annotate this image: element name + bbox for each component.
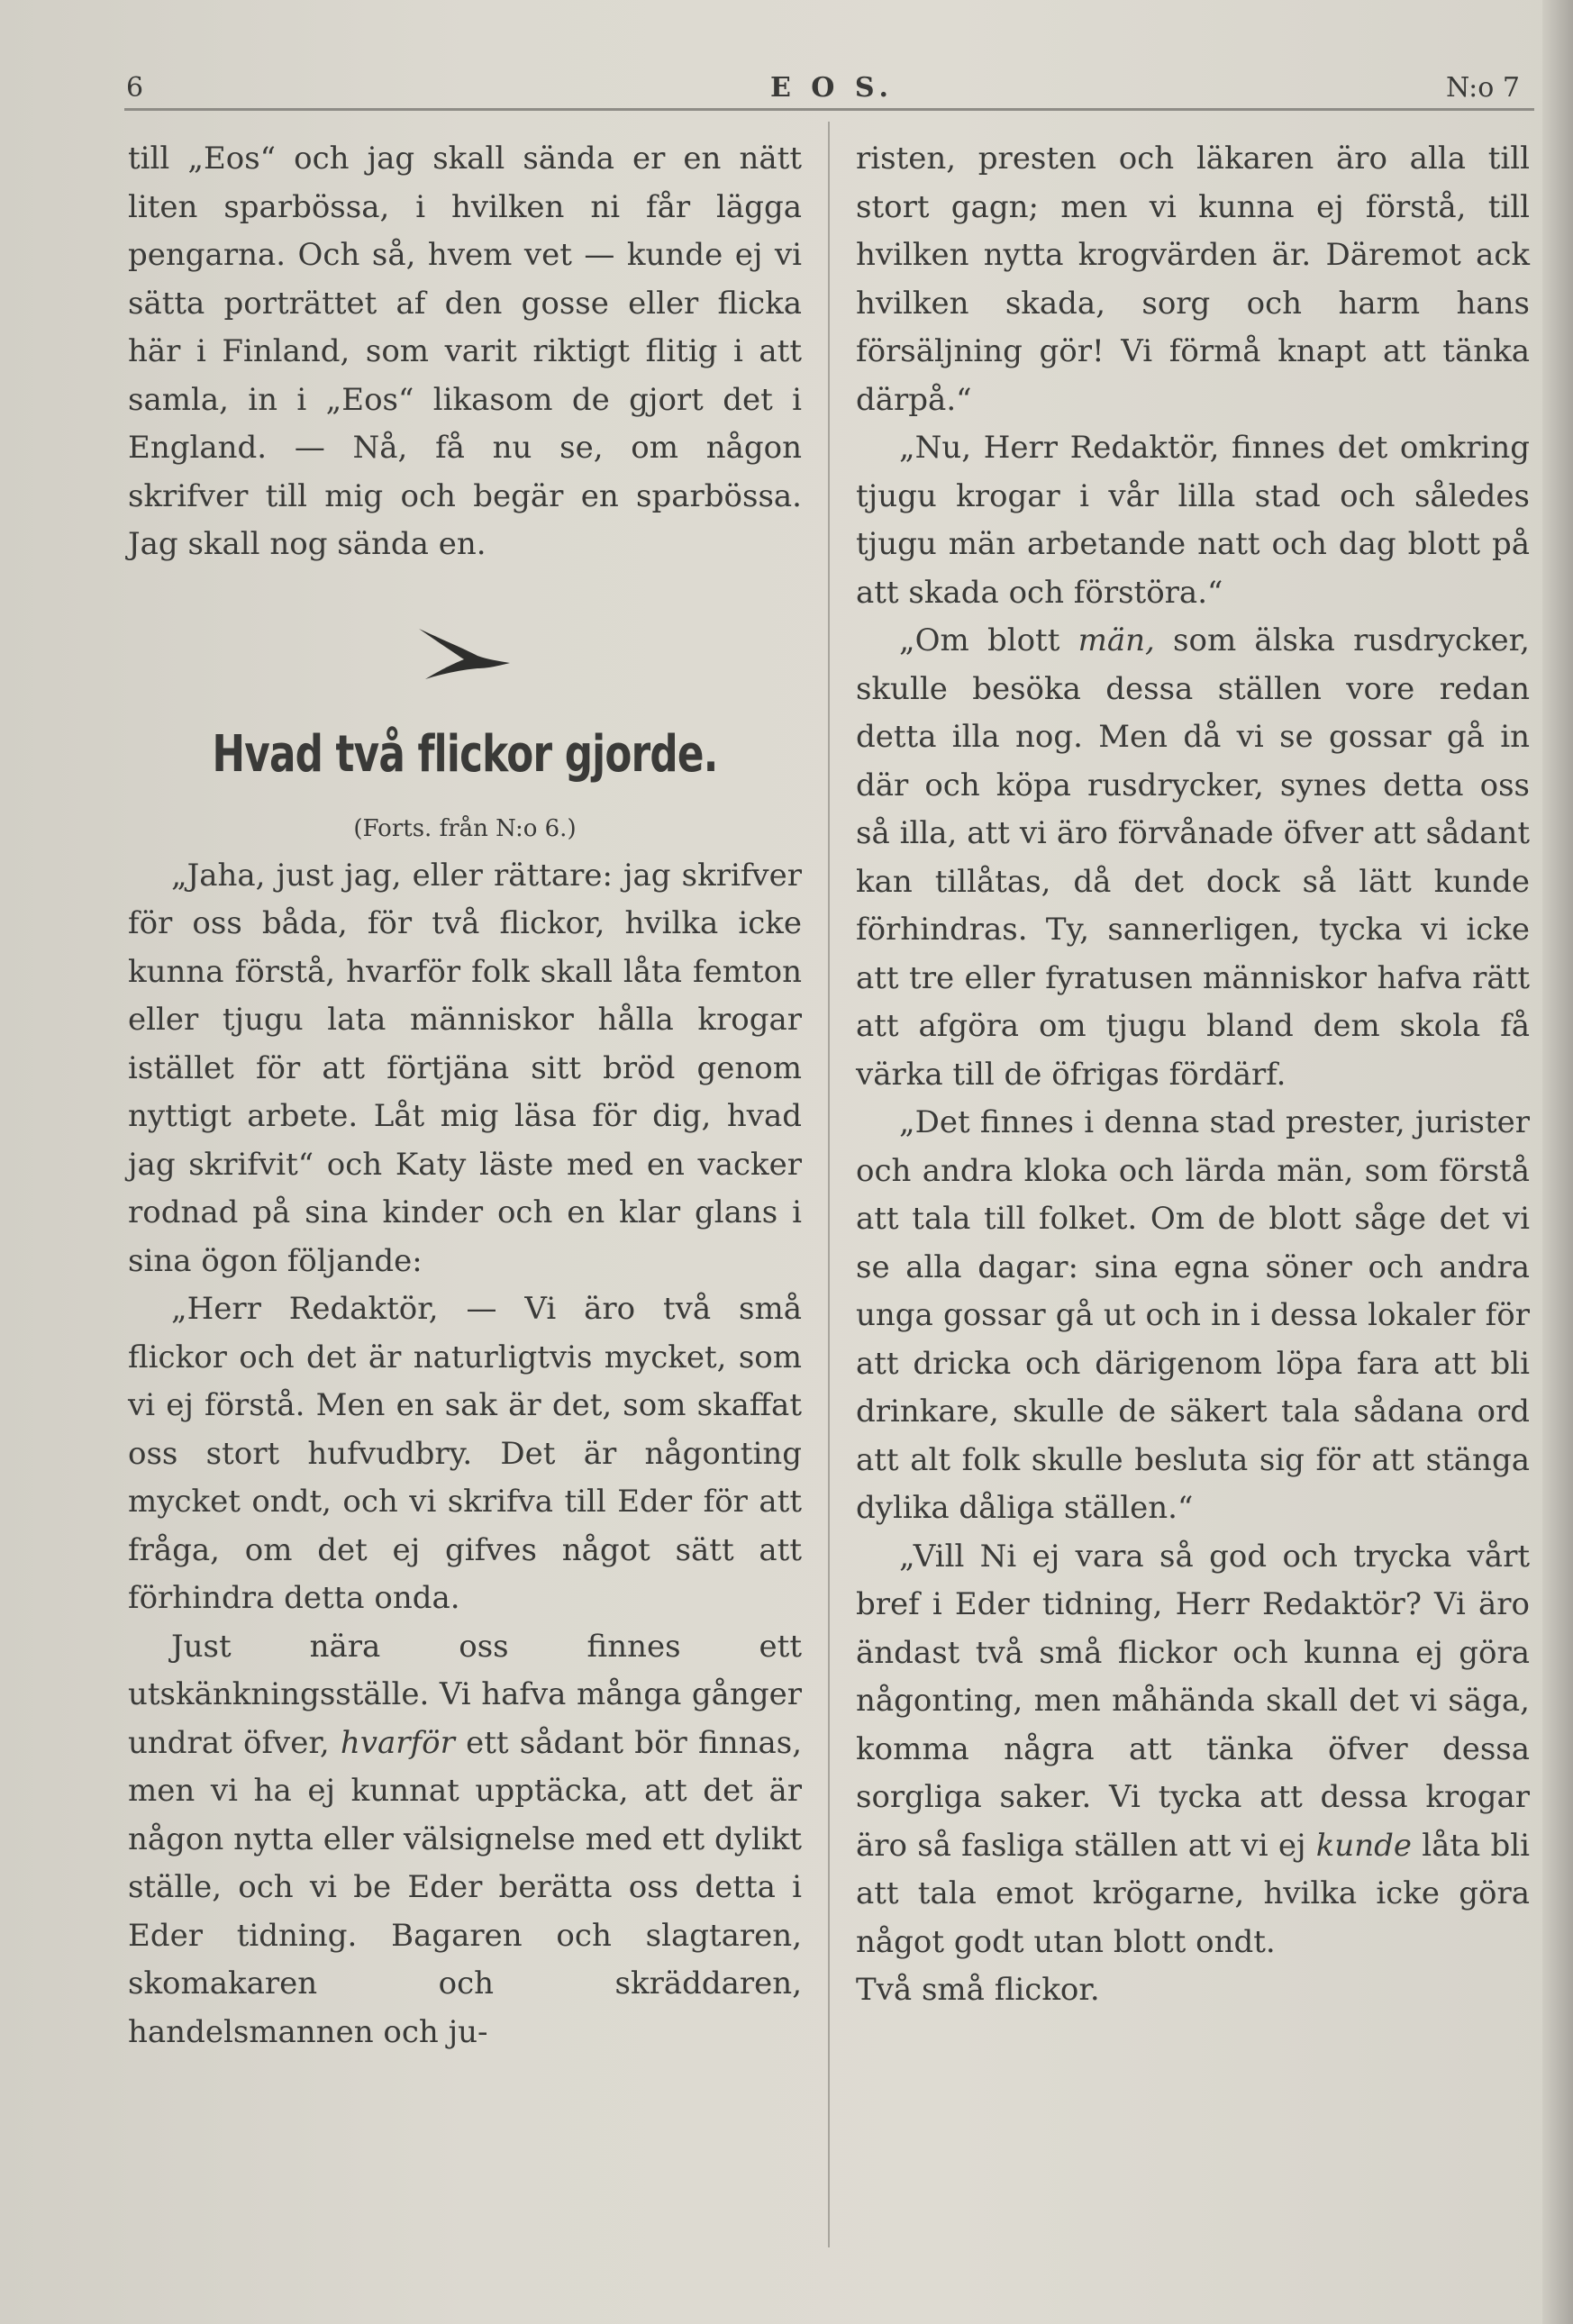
page-spine-shadow: [1542, 0, 1573, 2324]
letter-signature: Två små flickor.: [856, 1972, 1100, 2008]
newspaper-title: E O S.: [770, 72, 894, 104]
intro-paragraph: till „Eos“ och jag skall sända er en nätt liten sparbössa, i hvilken ni får lägga pengarna. Och så, hvem vet — kunde ej vi sätta porträttet af den gosse eller flicka här i Finland, som varit riktigt flitig i att samla, in i „Eos“ likasom de gjort det i England. — Nå, få nu se, om någon skrifver till mig och begär en sparbössa. Jag skall nog sända en.: [128, 141, 802, 562]
article-paragraph-5: „Nu, Herr Redaktör, finnes det omkring tjugu krogar i vår lilla stad och således tjugu män arbetande natt och dag blott på att skada och förstöra.“: [856, 430, 1530, 611]
issue-number: N:o 7: [1446, 72, 1520, 104]
left-column: [128, 135, 802, 2056]
article-paragraph-2: „Herr Redaktör, — Vi äro två små flickor och det är naturligtvis mycket, som vi ej förstå. Men en sak är det, som skaffat oss stort hufvudbry. Det är någonting mycket ondt, och vi skrifva till Eder för att fråga, om det ej gifves något sätt att förhindra detta onda.: [128, 1291, 802, 1616]
article-paragraph-6: „Om blott män, som älska rusdrycker, skulle besöka dessa ställen vore redan detta illa nog. Men då vi se gossar gå in där och köpa rusdrycker, synes detta oss så illa, att vi äro förvånade öfver att sådant kan tillåtas, då det dock så lätt kunde förhindras. Ty, sannerligen, tycka vi icke att tre eller fyratusen människor hafva rätt att afgöra om tjugu bland dem skola få värka till de öfrigas fördärf.: [856, 622, 1530, 1093]
article-paragraph-3: Just nära oss finnes ett utskänkningsställe. Vi hafva många gånger undrat öfver, hvarför ett sådant bör finnas, men vi ha ej kunnat upptäcka, att det är någon nytta eller välsignelse med ett dylikt ställe, och vi be Eder berätta oss detta i Eder tidning. Bagaren och slagtaren, skomakaren och skräddaren, handelsmannen och ju-: [128, 1628, 803, 2050]
article-paragraph-4: risten, presten och läkaren äro alla till stort gagn; men vi kunna ej förstå, till hvilken nytta krogvärden är. Däremot ack hvilken skada, sorg och harm hans försäljning gör! Vi förmå knapt att tänka därpå.“: [856, 141, 1530, 418]
page-number: 6: [126, 72, 144, 104]
article-paragraph-8: „Vill Ni ej vara så god och trycka vårt bref i Eder tidning, Herr Redaktör? Vi äro ändast två små flickor och kunna ej göra någonting, men måhända skall det vi säga, komma några att tänka öfver dessa sorgliga saker. Vi tycka att dessa krogar äro så fasliga ställen att vi ej kunde låta bli att tala emot krögarne, hvilka icke göra något godt utan blott ondt.: [856, 1538, 1530, 1960]
article-headline: Hvad två flickor gjorde.: [212, 724, 718, 784]
article-paragraph-1: „Jaha, just jag, eller rättare: jag skrifver för oss båda, för två flickor, hvilka icke kunna förstå, hvarför folk skall låta femton eller tjugu lata människor hålla krogar istället för att förtjäna sitt bröd genom nyttigt arbete. Låt mig läsa för dig, hvad jag skrifvit“ och Katy läste med en vacker rodnad på sina kinder och en klar glans i sina ögon följande:: [128, 857, 802, 1279]
header-rule: [124, 108, 1534, 111]
article-paragraph-7: „Det finnes i denna stad prester, jurister och andra kloka och lärda män, som förstå att tala till folket. Om de blott såge det vi se alla dagar: sina egna söner och andra unga gossar gå ut och in i dessa lokaler för att dricka och därigenom löpa fara att bli drinkare, skulle de säkert tala sådana ord att alt folk skulle besluta sig för att stänga dylika dåliga ställen.“: [856, 1104, 1530, 1526]
column-divider: [828, 122, 830, 2247]
article-subhead: (Forts. från N:o 6.): [353, 814, 577, 842]
bird-icon: [128, 569, 802, 704]
right-column: [856, 135, 1530, 2015]
